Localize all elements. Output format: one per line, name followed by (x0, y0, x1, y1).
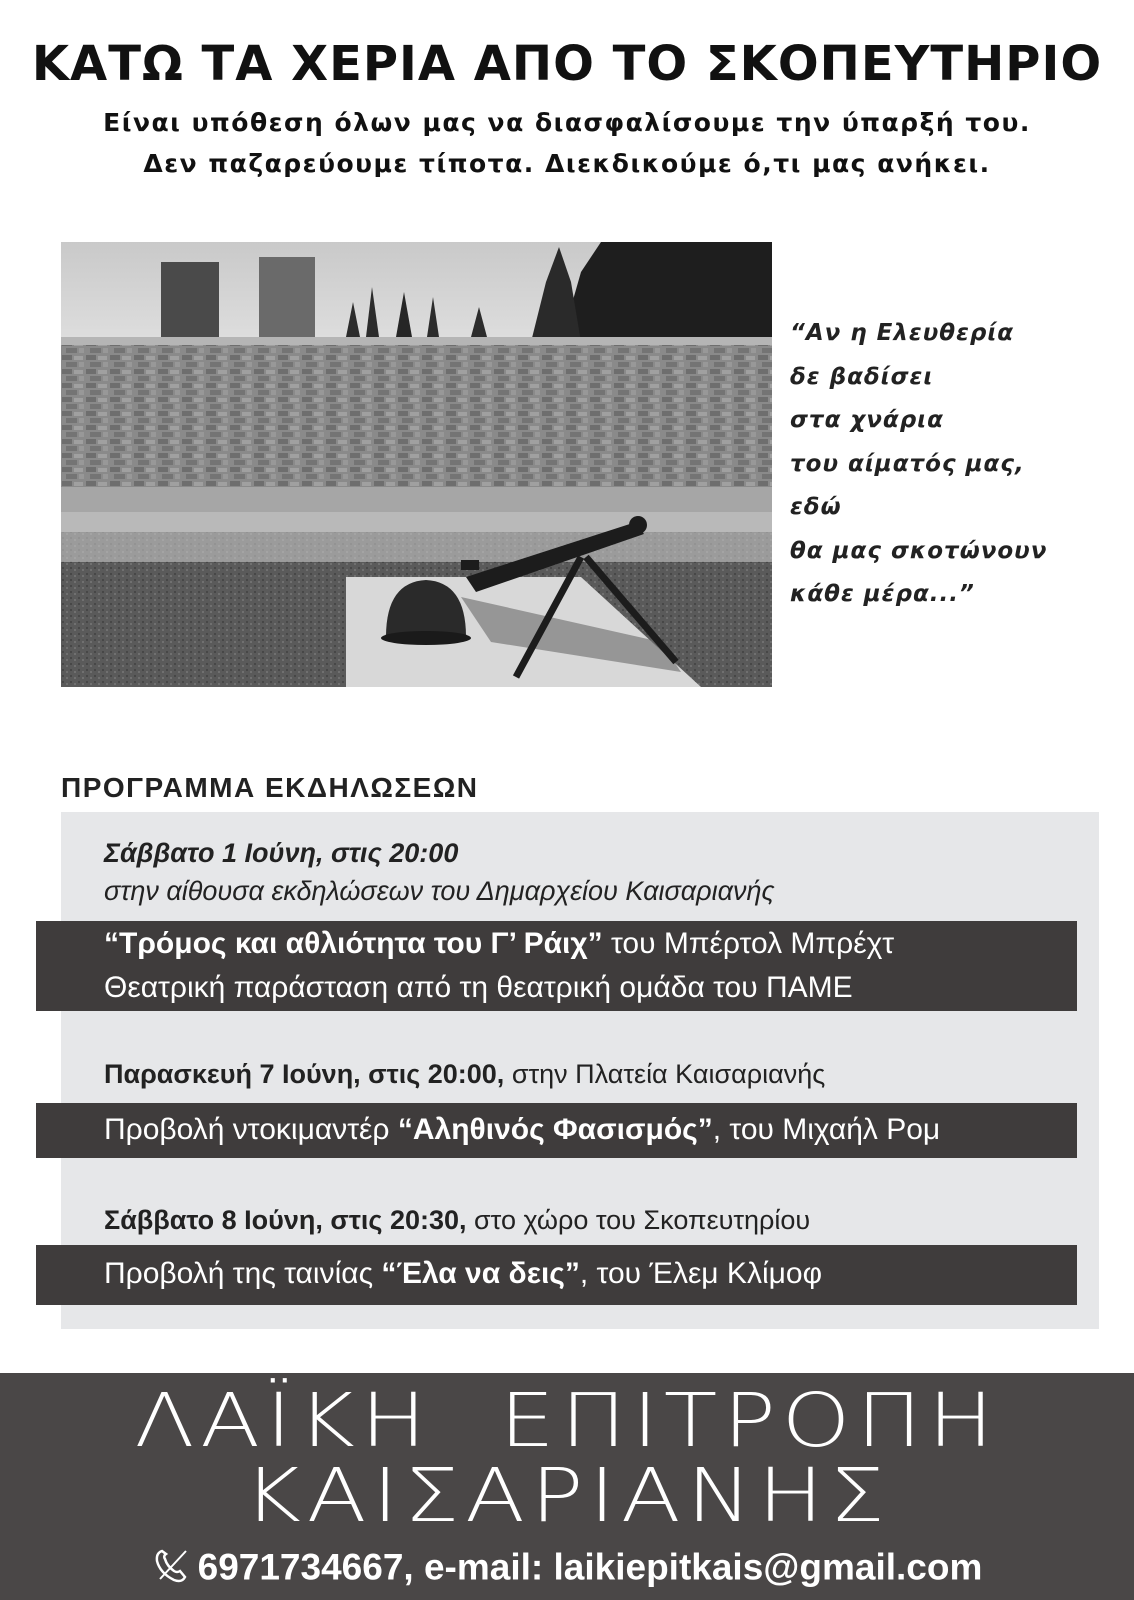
event-2-banner (36, 1103, 1077, 1158)
event-2-venue: στην Πλατεία Καισαριανής (504, 1059, 826, 1089)
contact-text: 6971734667, e-mail: laikiepitkais@gmail.com (197, 1546, 983, 1588)
quote-line: θα μας σκοτώνουν (790, 537, 1048, 564)
event-3-date-text: Σάββατο 8 Ιούνη, στις 20:30, (104, 1205, 467, 1235)
event-3-date (104, 1205, 810, 1236)
contact-line (0, 1545, 1134, 1594)
event-2-text (104, 1108, 1077, 1152)
event-2-text-post: , του Μιχαήλ Ρομ (712, 1113, 941, 1146)
event-2-date (104, 1059, 825, 1090)
event-3-text-post: , του Έλεμ Κλίμοφ (579, 1257, 823, 1290)
subtitle-line-1: Είναι υπόθεση όλων μας να διασφαλίσουμε την ύπαρξή του. (103, 108, 1031, 137)
quote-line: του αίματός μας, (790, 450, 1025, 477)
quote-line: εδώ (790, 494, 842, 520)
event-1-date (104, 838, 458, 869)
event-1-line-2: Θεατρική παράσταση από τη θεατρική ομάδα του ΠΑΜΕ (104, 971, 853, 1004)
quote-line: δε βαδίσει (790, 363, 934, 390)
footer-banner (0, 1373, 1134, 1600)
event-2-film-title: “Αληθινός Φασισμός” (397, 1113, 713, 1146)
memorial-photo (61, 242, 772, 687)
event-1-author: του Μπέρτολ Μπρέχτ (602, 927, 895, 960)
org-name-line-1: ΛΑΪΚΗ ΕΠΙΤΡΟΠΗ (134, 1378, 1000, 1464)
event-3-text-pre: Προβολή της ταινίας (104, 1257, 382, 1290)
event-1-venue: στην αίθουσα εκδηλώσεων του Δημαρχείου Καισαριανής (104, 876, 775, 906)
event-3-banner (36, 1245, 1077, 1305)
quote-line: στα χνάρια (790, 407, 944, 433)
event-2-date-text: Παρασκευή 7 Ιούνη, στις 20:00, (104, 1059, 505, 1089)
page-title: ΚΑΤΩ ΤΑ ΧΕΡΙΑ ΑΠΟ ΤΟ ΣΚΟΠΕΥΤΗΡΙΟ (31, 36, 1103, 92)
event-1-line-1 (104, 922, 1077, 966)
quote-line: κάθε μέρα...” (790, 581, 975, 607)
event-1-banner (36, 921, 1077, 1011)
org-name-line-2: ΚΑΙΣΑΡΙΑΝΗΣ (243, 1453, 891, 1539)
event-3-film-title: “Έλα να δεις” (381, 1257, 580, 1290)
program-title: ΠΡΟΓΡΑΜΜΑ ΕΚΔΗΛΩΣΕΩΝ (61, 772, 479, 803)
event-1-date-text: Σάββατο 1 Ιούνη, στις 20:00 (104, 838, 459, 868)
phone-icon (152, 1545, 192, 1594)
event-1-play-title: “Τρόμος και αθλιότητα του Γ’ Ράιχ” (104, 927, 603, 960)
event-3-venue: στο χώρο του Σκοπευτηρίου (466, 1205, 811, 1235)
quote-line: “Αν η Ελευθερία (790, 320, 1015, 346)
event-3-text (104, 1252, 1077, 1296)
poem-quote (790, 312, 1120, 617)
event-2-text-pre: Προβολή ντοκιμαντέρ (104, 1113, 398, 1146)
subtitle-line-2: Δεν παζαρεύουμε τίποτα. Διεκδικούμε ό,τι μας ανήκει. (143, 149, 991, 178)
